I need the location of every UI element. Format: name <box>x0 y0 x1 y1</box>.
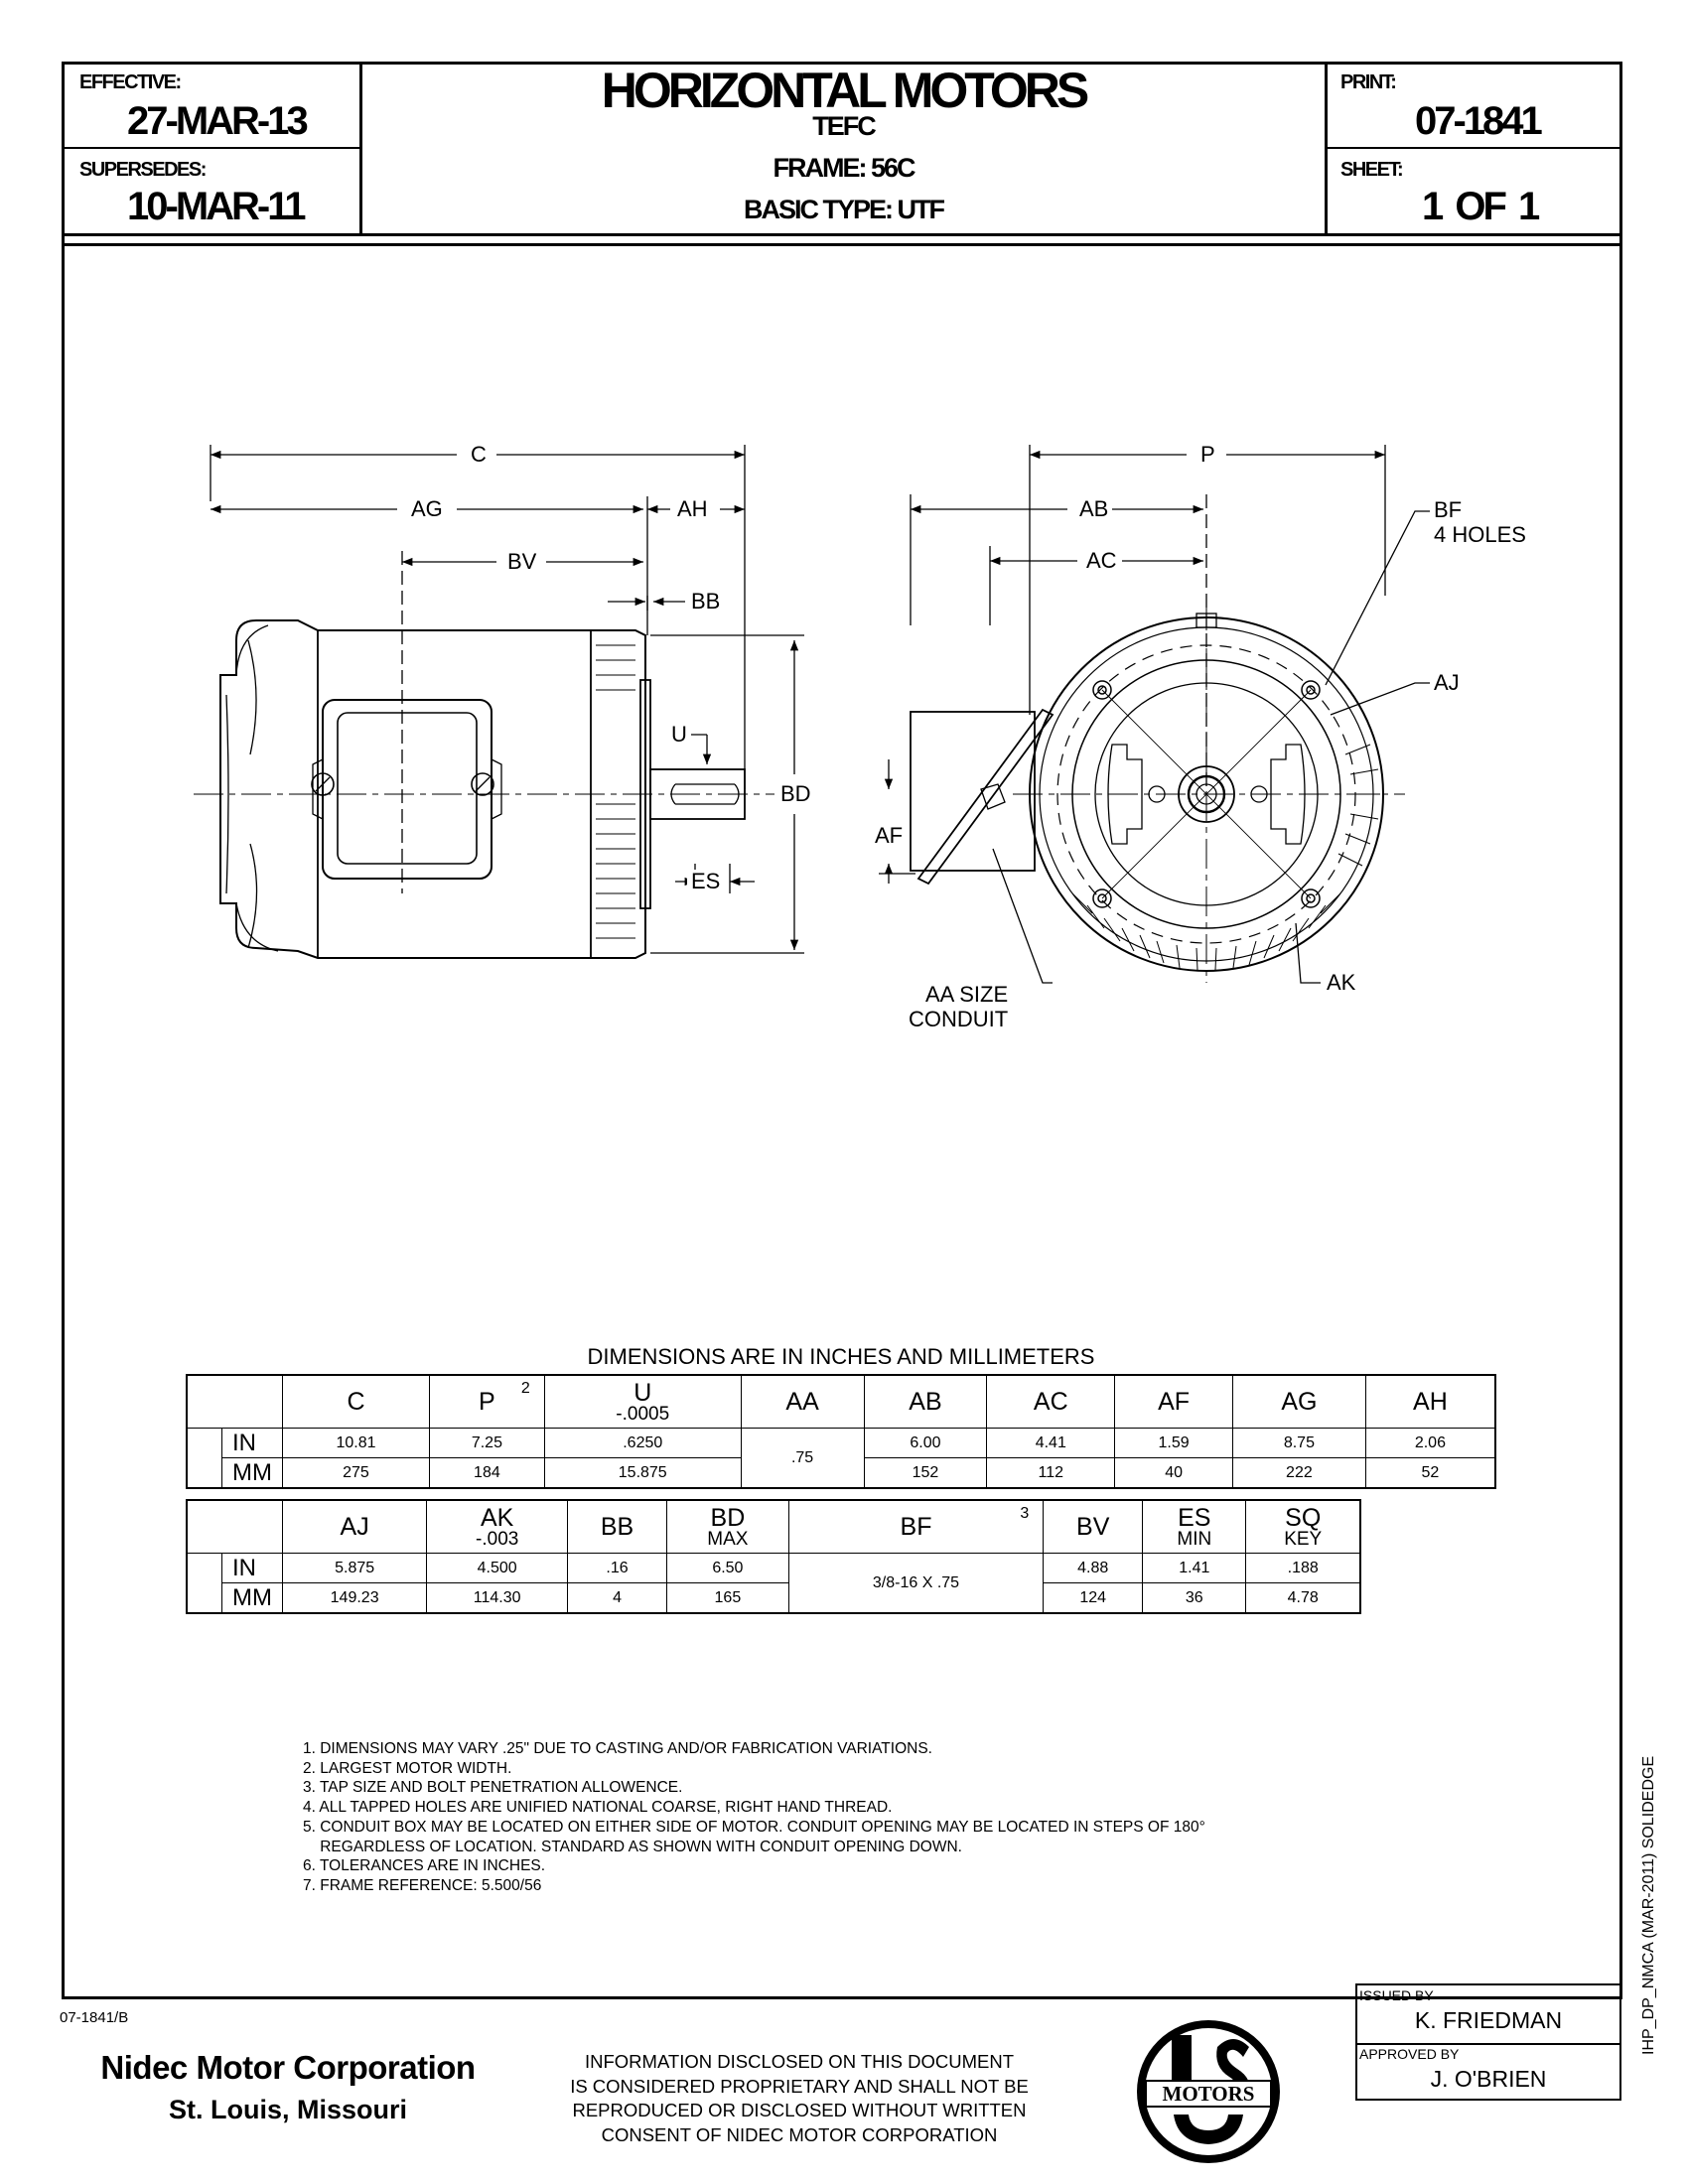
approved-by-label: APPROVED BY <box>1359 2046 1460 2062</box>
note-item: 7. FRAME REFERENCE: 5.500/56 <box>303 1876 542 1894</box>
table-header: BB <box>568 1500 667 1554</box>
table-header: AA <box>741 1375 864 1429</box>
side-revision-text: IHP_DP_NMCA (MAR-2011) SOLIDEDGE <box>1640 1755 1657 2055</box>
dim-label-aa-size: AA SIZE <box>921 983 1012 1007</box>
table-header: BV <box>1044 1500 1143 1554</box>
table-cell: 36 <box>1143 1583 1246 1614</box>
page-title: HORIZONTAL MOTORS <box>601 63 1086 118</box>
table-cell: 6.00 <box>864 1429 987 1458</box>
table-cell: 149.23 <box>283 1583 427 1614</box>
note-item: 2. LARGEST MOTOR WIDTH. <box>303 1759 512 1777</box>
table-header: AB <box>864 1375 987 1429</box>
table-cell: 3/8-16 X .75 <box>788 1554 1044 1614</box>
table-cell: .75 <box>741 1429 864 1489</box>
table-header: BD MAX <box>667 1500 789 1554</box>
table-header: C <box>283 1375 430 1429</box>
table-cell: 124 <box>1044 1583 1143 1614</box>
note-item: 1. DIMENSIONS MAY VARY .25" DUE TO CASTING AND/OR FABRICATION VARIATIONS. <box>303 1740 932 1757</box>
print-label: PRINT: <box>1340 71 1396 93</box>
table-header: AC <box>987 1375 1115 1429</box>
table-cell: 4 <box>568 1583 667 1614</box>
table-cell: 6.50 <box>667 1554 789 1583</box>
unit-in: IN <box>222 1554 283 1583</box>
unit-in: IN <box>222 1429 283 1458</box>
table-cell: 8.75 <box>1232 1429 1365 1458</box>
dim-label-bb: BB <box>687 590 724 614</box>
dim-label-bv: BV <box>503 550 540 574</box>
table-cell: .16 <box>568 1554 667 1583</box>
table-header: ES MIN <box>1143 1500 1246 1554</box>
subtitle-frame: FRAME: 56C <box>773 153 914 183</box>
dim-label-af: AF <box>871 824 907 848</box>
supersedes-label: SUPERSEDES: <box>79 159 206 181</box>
company-location: St. Louis, Missouri <box>168 2095 408 2124</box>
effective-label: EFFECTIVE: <box>79 71 181 93</box>
issued-by-label: ISSUED BY <box>1359 1987 1434 2003</box>
table-header: SQ KEY <box>1246 1500 1360 1554</box>
table-cell: 4.78 <box>1246 1583 1360 1614</box>
proprietary-notice: INFORMATION DISCLOSED ON THIS DOCUMENT IS CONSIDERED PROPRIETARY AND SHALL NOT BE REPRODUCED OR DISCLOSED WITHOUT WRITTEN CONSENT OF NIDEC MOTOR CORPORATION <box>570 2051 1029 2145</box>
dim-label-ag: AG <box>407 497 447 521</box>
approval-block <box>1355 1983 1621 2101</box>
note-item: 5. CONDUIT BOX MAY BE LOCATED ON EITHER SIDE OF MOTOR. CONDUIT OPENING MAY BE LOCATED IN STEPS OF 180° <box>303 1818 1205 1836</box>
dim-label-bf: BF <box>1430 498 1466 522</box>
dim-label-ak: AK <box>1323 971 1359 995</box>
dim-label-ab: AB <box>1075 497 1112 521</box>
dim-label-es: ES <box>687 870 724 893</box>
table-header: AK -.003 <box>427 1500 568 1554</box>
subtitle-tefc: TEFC <box>812 111 875 141</box>
dim-label-p: P <box>1196 443 1219 467</box>
supersedes-date: 10-MAR-11 <box>127 185 304 228</box>
table-cell: 114.30 <box>427 1583 568 1614</box>
document-reference: 07-1841/B <box>60 2009 129 2026</box>
table-header: BF 3 <box>788 1500 1044 1554</box>
table-header: AF <box>1115 1375 1233 1429</box>
table-cell: 1.59 <box>1115 1429 1233 1458</box>
dim-label-bf-holes: 4 HOLES <box>1430 523 1530 547</box>
table-cell: 10.81 <box>283 1429 430 1458</box>
dim-label-u: U <box>667 723 691 747</box>
dim-label-c: C <box>467 443 491 467</box>
table-cell: .6250 <box>544 1429 741 1458</box>
table-cell: 15.875 <box>544 1458 741 1489</box>
note-item: 4. ALL TAPPED HOLES ARE UNIFIED NATIONAL COARSE, RIGHT HAND THREAD. <box>303 1799 893 1817</box>
table-cell: 222 <box>1232 1458 1365 1489</box>
effective-date: 27-MAR-13 <box>127 99 306 143</box>
sheet-label: SHEET: <box>1340 159 1403 181</box>
notes-list <box>303 1739 1205 1896</box>
sheet-number: 1 OF 1 <box>1422 185 1538 228</box>
us-motors-logo-icon <box>1134 2017 1283 2166</box>
table-caption: DIMENSIONS ARE IN INCHES AND MILLIMETERS <box>587 1344 1095 1369</box>
table-cell: 52 <box>1365 1458 1495 1489</box>
table-cell: 40 <box>1115 1458 1233 1489</box>
dim-label-aj: AJ <box>1430 671 1464 695</box>
table-header: AH <box>1365 1375 1495 1429</box>
print-number: 07-1841 <box>1415 99 1540 143</box>
table-cell: 2.06 <box>1365 1429 1495 1458</box>
unit-mm: MM <box>222 1458 283 1489</box>
table-cell: .188 <box>1246 1554 1360 1583</box>
end-view <box>879 445 1430 983</box>
note-item: REGARDLESS OF LOCATION. STANDARD AS SHOWN WITH CONDUIT OPENING DOWN. <box>303 1838 962 1855</box>
table-cell: 4.41 <box>987 1429 1115 1458</box>
approved-by-name: J. O'BRIEN <box>1430 2066 1547 2092</box>
table-header: AG <box>1232 1375 1365 1429</box>
table-cell: 5.875 <box>283 1554 427 1583</box>
table-cell: 4.500 <box>427 1554 568 1583</box>
issued-by-name: K. FRIEDMAN <box>1414 2007 1563 2033</box>
dim-label-aa-conduit: CONDUIT <box>905 1008 1012 1031</box>
dimension-table-1 <box>186 1374 1496 1489</box>
note-item: 3. TAP SIZE AND BOLT PENETRATION ALLOWENCE. <box>303 1779 683 1797</box>
table-header: U -.0005 <box>544 1375 741 1429</box>
logo-text: MOTORS <box>1162 2082 1255 2106</box>
table-cell: 1.41 <box>1143 1554 1246 1583</box>
table-cell: 7.25 <box>429 1429 544 1458</box>
table-cell: 275 <box>283 1458 430 1489</box>
unit-mm: MM <box>222 1583 283 1614</box>
table-header: P 2 <box>429 1375 544 1429</box>
dim-label-bd: BD <box>776 782 815 806</box>
dim-label-ac: AC <box>1082 549 1121 573</box>
table-cell: 152 <box>864 1458 987 1489</box>
table-header: AJ <box>283 1500 427 1554</box>
dim-label-ah: AH <box>673 497 712 521</box>
subtitle-basic-type: BASIC TYPE: UTF <box>743 195 943 224</box>
dimension-table-2 <box>186 1499 1361 1614</box>
table-cell: 4.88 <box>1044 1554 1143 1583</box>
company-name: Nidec Motor Corporation <box>100 2049 476 2086</box>
note-item: 6. TOLERANCES ARE IN INCHES. <box>303 1857 546 1875</box>
table-cell: 184 <box>429 1458 544 1489</box>
table-cell: 165 <box>667 1583 789 1614</box>
table-cell: 112 <box>987 1458 1115 1489</box>
